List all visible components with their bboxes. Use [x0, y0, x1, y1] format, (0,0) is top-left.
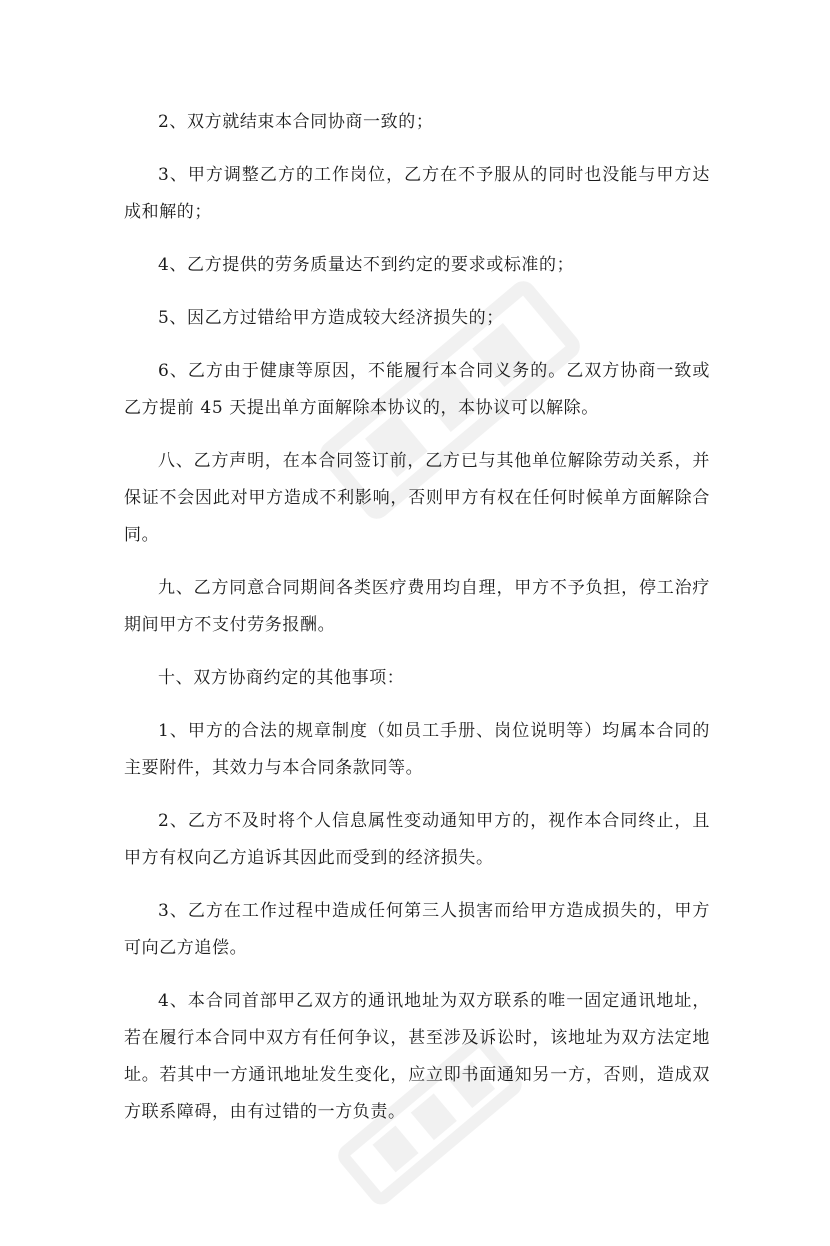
clause-paragraph: 2、乙方不及时将个人信息属性变动通知甲方的，视作本合同终止，且甲方有权向乙方追诉其因此而受到的经济损失。: [124, 811, 710, 868]
clause-paragraph: 八、乙方声明，在本合同签订前，乙方已与其他单位解除劳动关系，并保证不会因此对甲方造成不利影响，否则甲方有权在任何时候单方面解除合同。: [124, 451, 710, 545]
clause-paragraph: 6、乙方由于健康等原因，不能履行本合同义务的。乙双方协商一致或乙方提前 45 天提出单方面解除本协议的，本协议可以解除。: [124, 361, 710, 418]
clause-paragraph: 4、乙方提供的劳务质量达不到约定的要求或标准的；: [158, 255, 575, 275]
contract-body: [124, 104, 710, 1147]
clause-paragraph: 3、甲方调整乙方的工作岗位，乙方在不予服从的同时也没能与甲方达成和解的；: [124, 165, 710, 222]
clause-paragraph: 九、乙方同意合同期间各类医疗费用均自理，甲方不予负担，停工治疗期间甲方不支付劳务报酬。: [124, 578, 710, 635]
clause-paragraph: 4、本合同首部甲乙双方的通讯地址为双方联系的唯一固定通讯地址，若在履行本合同中双方有任何争议，甚至涉及诉讼时，该地址为双方法定地址。若其中一方通讯地址发生变化，应立即书面通知另一方，否则，造成双方联系障碍，由有过错的一方负责。: [124, 991, 710, 1122]
clause-paragraph: 1、甲方的合法的规章制度（如员工手册、岗位说明等）均属本合同的主要附件，其效力与本合同条款同等。: [124, 721, 710, 778]
clause-paragraph: 3、乙方在工作过程中造成任何第三人损害而给甲方造成损失的，甲方可向乙方追偿。: [124, 901, 710, 958]
clause-paragraph: 2、双方就结束本合同协商一致的；: [158, 112, 434, 132]
clause-paragraph: 5、因乙方过错给甲方造成较大经济损失的；: [158, 308, 504, 328]
clause-paragraph: 十、双方协商约定的其他事项：: [158, 668, 405, 688]
